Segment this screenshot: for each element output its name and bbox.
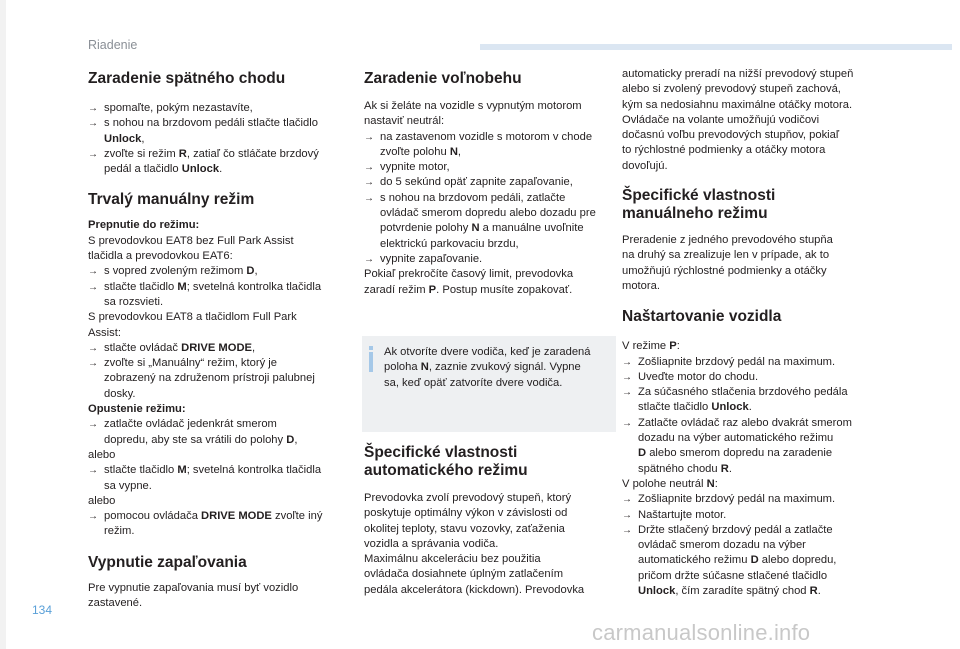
list-item: → zvoľte si režim R, zatiaľ čo stláčate brzdový pedál a tlačidlo Unlock. [88,147,338,178]
arrow-bullet-icon [88,356,98,371]
list-item: → Držte stlačený brzdový pedál a zatlačte ovládač smerom dozadu na výber automatického režimu D alebo dopredu, pričom držte súčasne stlačené tlačidlo Unlock, čím zaradíte spätný chod R. [622,523,892,599]
list-item: → stlačte tlačidlo M; svetelná kontrolka tlačidla sa vypne. [88,463,338,494]
text-line: S prevodovkou EAT8 a tlačidlom Full Park [88,311,297,324]
heading-reverse-gear: Zaradenie spätného chodu [88,70,286,87]
list-item: → stlačte ovládač DRIVE MODE, [88,341,338,356]
arrow-bullet-icon [88,417,98,432]
text-line: zastavené. [88,597,143,610]
arrow-bullet-icon [364,130,374,145]
arrow-bullet-icon [88,101,98,116]
list-item: → Zošliapnite brzdový pedál na maximum. [622,492,892,507]
text-line: nastaviť neutrál: [364,115,445,128]
info-icon [368,346,374,374]
list-item: → zvoľte si „Manuálny“ režim, ktorý je zobrazený na združenom prístroji palubnej dosky. [88,356,338,402]
text-line: V režime P: [622,340,680,353]
text-line: Ak si želáte na vozidle s vypnutým motorom [364,100,582,112]
arrow-bullet-icon [622,508,632,523]
column-middle [364,70,614,298]
text-line: Ovládače na volante umožňujú vodičovi [622,113,820,126]
list-item: → Uveďte motor do chodu. [622,370,892,385]
note-text: Ak otvoríte dvere vodiča, keď je zaradená poloha N, zaznie zvukový signál. Vypne sa, keď opäť zatvoríte dvere vodiča. [384,346,591,389]
text-line: Assist: [88,326,121,339]
text-line: okolitej teploty, stavu vozovky, zaťaženia [364,522,565,535]
arrow-bullet-icon [364,191,374,206]
text-line: vozidla a správania vodiča. [364,537,499,550]
heading-neutral: Zaradenie voľnobehu [364,70,522,87]
list-item: → stlačte tlačidlo M; svetelná kontrolka tlačidla sa rozsvieti. [88,280,338,311]
text-line: na druhý sa zrealizuje len v prípade, ak to [622,249,830,262]
heading-ignition-off: Vypnutie zapaľovania [88,553,247,571]
arrow-bullet-icon [622,355,632,370]
watermark: carmanualsonline.info [592,620,811,645]
text-line: alebo [88,448,116,461]
heading-auto-mode: Špecifické vlastnosti automatického režimu [364,444,528,479]
info-note [362,336,616,432]
arrow-bullet-icon [622,416,632,431]
arrow-bullet-icon [88,463,98,478]
list-item: → Zošliapnite brzdový pedál na maximum. [622,355,892,370]
header-bar [480,44,952,50]
page-edge [0,0,6,649]
arrow-bullet-icon [88,147,98,162]
text-line: Preradenie z jedného prevodového stupňa [622,234,833,247]
text-line: Pokiaľ prekročíte časový limit, prevodovka [364,268,574,281]
arrow-bullet-icon [622,385,632,400]
list-item: → zatlačte ovládač jedenkrát smerom dopredu, aby ste sa vrátili do polohy D, [88,417,338,448]
text-line: to rýchlostné podmienky a otáčky motora [622,144,826,157]
arrow-bullet-icon [88,341,98,356]
text-line: Prevodovka zvolí prevodový stupeň, ktorý [364,492,572,504]
text-line: alebo si zvolený prevodový stupeň zachová, [622,83,841,96]
list-item: → s nohou na brzdovom pedáli, zatlačte ovládač smerom dopredu alebo dozadu pre potvrdenie polohy N a manuálne uvoľnite elektrickú parkovaciu brzdu, [364,191,614,252]
arrow-bullet-icon [622,492,632,507]
column-middle-lower [364,444,614,598]
heading-start-vehicle: Naštartovanie vozidla [622,308,782,326]
arrow-bullet-icon [88,116,98,131]
arrow-bullet-icon [364,252,374,267]
arrow-bullet-icon [88,509,98,524]
text-line: alebo [88,494,116,507]
section-header: Riadenie [88,38,138,52]
text-line: automaticky preradí na nižší prevodový stupeň [622,68,854,80]
text-line: V polohe neutrál N: [622,477,718,490]
list-item: → s nohou na brzdovom pedáli stlačte tlačidlo Unlock, [88,116,338,147]
arrow-bullet-icon [622,523,632,538]
list-item: → pomocou ovládača DRIVE MODE zvoľte iný režim. [88,509,338,540]
text-line: S prevodovkou EAT8 bez Full Park Assist [88,234,294,247]
list-item: → vypnite zapaľovanie. [364,252,614,267]
list-item: → Naštartujte motor. [622,508,892,523]
text-line: tlačidla a prevodovkou EAT6: [88,250,233,263]
text-line: pedála akcelerátora (kickdown). Prevodovka [364,583,585,596]
text-line: dočasnú voľbu prevodových stupňov, pokiaľ [622,129,840,142]
arrow-bullet-icon [364,160,374,175]
arrow-bullet-icon [622,370,632,385]
subheading: Opustenie režimu: [88,403,186,416]
heading-manual-mode: Trvalý manuálny režim [88,191,255,209]
list-item: → spomaľte, pokým nezastavíte, [88,101,338,116]
page-number: 134 [32,603,53,617]
list-item: → vypnite motor, [364,160,614,175]
heading-manual-specifics: Špecifické vlastnosti manuálneho režimu [622,187,776,223]
column-left [88,70,338,611]
text-line: zaradí režim P. Postup musíte zopakovať. [364,283,573,296]
text-line: umožňujú rýchlostné podmienky a otáčky [622,264,827,277]
text-line: Pre vypnutie zapaľovania musí byť vozidlo [88,581,299,594]
list-item: → Za súčasného stlačenia brzdového pedála stlačte tlačidlo Unlock. [622,385,892,416]
arrow-bullet-icon [364,175,374,190]
list-item: → do 5 sekúnd opäť zapnite zapaľovanie, [364,175,614,190]
text-line: kým sa nedosiahnu maximálne otáčky motora. [622,98,853,111]
list-item: → na zastavenom vozidle s motorom v chode zvoľte polohu N, [364,130,614,161]
column-right [622,67,892,599]
list-item: → s vopred zvoleným režimom D, [88,264,338,279]
list-item: → Zatlačte ovládač raz alebo dvakrát smerom dozadu na výber automatického režimu D alebo smerom dopredu na zaradenie spätného chodu R. [622,416,892,477]
subheading: Prepnutie do režimu: [88,219,200,232]
text-line: dovoľujú. [622,159,668,172]
arrow-bullet-icon [88,264,98,279]
text-line: ovládača dosiahnete úplným zatlačením [364,568,564,581]
text-line: poskytuje optimálny výkon v závislosti od [364,507,568,520]
arrow-bullet-icon [88,280,98,295]
text-line: Maximálnu akceleráciu bez použitia [364,553,541,566]
text-line: motora. [622,279,660,292]
